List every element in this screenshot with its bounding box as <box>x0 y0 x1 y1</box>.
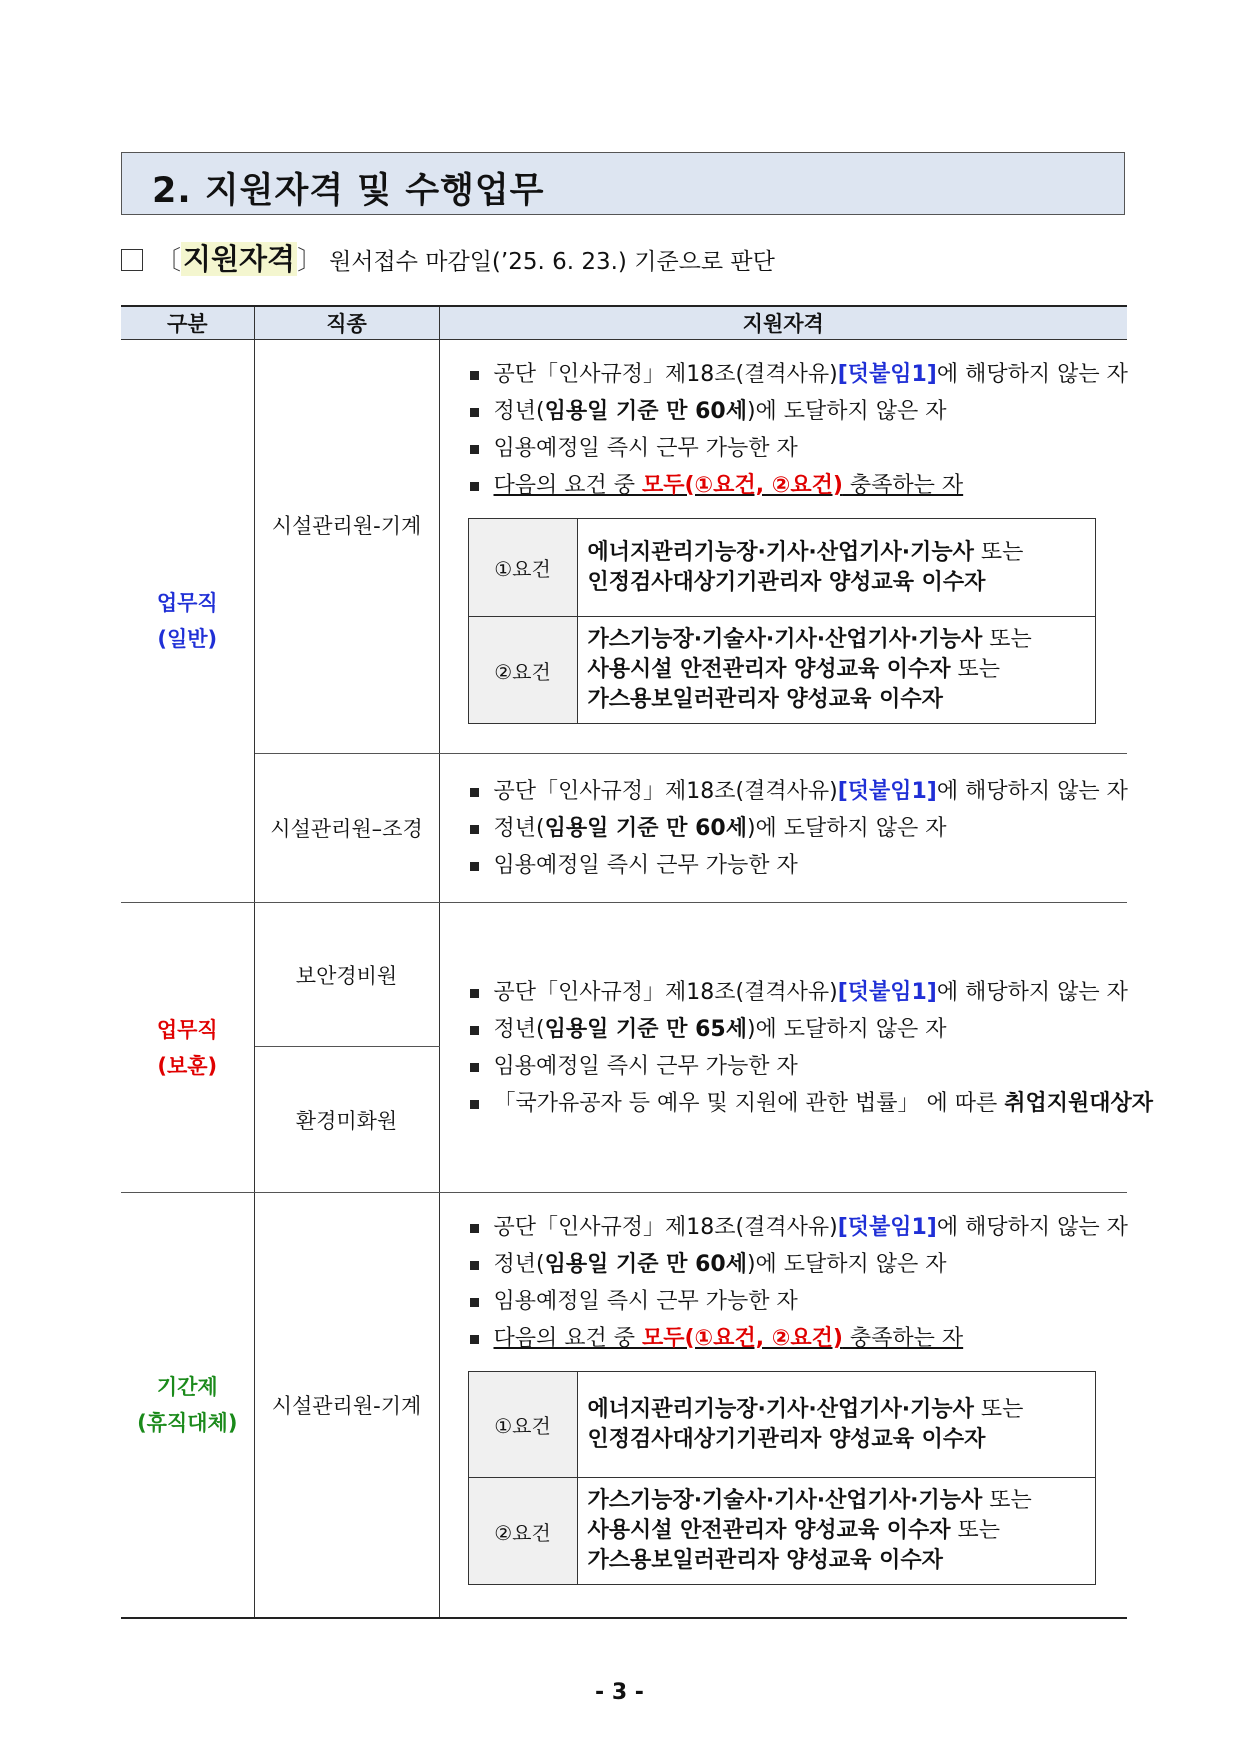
qualification-cell <box>439 1193 1127 1619</box>
list-item: 임용예정일 즉시 근무 가능한 자 <box>468 1283 1120 1320</box>
group-cell <box>121 903 254 1193</box>
bracket-close: 〕 <box>297 246 324 276</box>
group-name: 업무직 <box>156 591 218 615</box>
job-cell: 시설관리원-기계 <box>254 1193 439 1619</box>
job-name: 시설관리원-기계 <box>271 514 422 538</box>
list-item: 정년(임용일 기준 만 60세)에 도달하지 않은 자 <box>468 393 1120 430</box>
qualification-table <box>121 305 1153 1619</box>
group-sub: (휴직대체) <box>137 1411 238 1435</box>
checkbox-square-icon <box>121 249 143 271</box>
page-number: - 3 - <box>595 1680 644 1705</box>
list-item: 공단「인사규정」제18조(결격사유)[덧붙임1]에 해당하지 않는 자 <box>468 974 1120 1011</box>
requirement-text: 가스기능장·기술사·기사·산업기사·기능사 또는 사용시설 안전관리자 양성교육 이수자 또는 가스용보일러관리자 양성교육 이수자 <box>577 1478 1095 1585</box>
list-item: 임용예정일 즉시 근무 가능한 자 <box>468 430 1120 467</box>
group-name: 업무직 <box>156 1017 218 1042</box>
list-item: 정년(임용일 기준 만 60세)에 도달하지 않은 자 <box>468 1246 1120 1283</box>
list-item: 공단「인사규정」제18조(결격사유)[덧붙임1]에 해당하지 않는 자 <box>468 1209 1120 1246</box>
job-cell: 시설관리원–조경 <box>254 754 439 903</box>
job-cell: 보안경비원 <box>254 903 439 1047</box>
criteria-list <box>468 356 1128 504</box>
qualification-cell <box>439 903 1153 1193</box>
subheading <box>121 237 775 281</box>
qualification-cell <box>439 340 1127 754</box>
group-sub: (보훈) <box>157 1053 218 1078</box>
list-item: 공단「인사규정」제18조(결격사유)[덧붙임1]에 해당하지 않는 자 <box>468 773 1120 810</box>
criteria-list <box>468 773 1128 884</box>
table-row <box>121 903 1127 1047</box>
subheading-description: 원서접수 마감일(’25. 6. 23.) 기준으로 판단 <box>329 249 775 275</box>
requirement-text: 가스기능장·기술사·기사·산업기사·기능사 또는 사용시설 안전관리자 양성교육 이수자 또는 가스용보일러관리자 양성교육 이수자 <box>577 617 1095 724</box>
header-qualification: 지원자격 <box>439 306 1127 340</box>
qualification-cell <box>439 754 1127 903</box>
list-item: 정년(임용일 기준 만 60세)에 도달하지 않은 자 <box>468 810 1120 847</box>
criteria-list <box>468 974 1153 1122</box>
requirement-text: 에너지관리기능장·기사·산업기사·기능사 또는 인정검사대상기기관리자 양성교육 이수자 <box>577 519 1095 617</box>
bracket-open: 〔 <box>155 246 182 276</box>
subheading-label: 지원자격 <box>183 242 296 276</box>
list-item: 정년(임용일 기준 만 65세)에 도달하지 않은 자 <box>468 1011 1120 1048</box>
header-category: 구분 <box>121 306 254 340</box>
table-header-row <box>121 306 1127 340</box>
criteria-list <box>468 1209 1128 1357</box>
requirement-label: ②요건 <box>468 617 577 724</box>
group-cell <box>121 340 254 903</box>
list-item: 임용예정일 즉시 근무 가능한 자 <box>468 847 1120 884</box>
job-cell: 환경미화원 <box>254 1047 439 1193</box>
list-item: 공단「인사규정」제18조(결격사유)[덧붙임1]에 해당하지 않는 자 <box>468 356 1120 393</box>
requirement-label: ①요건 <box>468 519 577 617</box>
section-title-box <box>121 152 1125 215</box>
requirement-label: ②요건 <box>468 1478 577 1585</box>
requirement-text: 에너지관리기능장·기사·산업기사·기능사 또는 인정검사대상기기관리자 양성교육 이수자 <box>577 1372 1095 1478</box>
job-cell <box>254 340 439 754</box>
table-row <box>121 1193 1127 1619</box>
header-job: 직종 <box>254 306 439 340</box>
table-row <box>121 340 1127 754</box>
requirement-table <box>468 1371 1096 1585</box>
list-item: 임용예정일 즉시 근무 가능한 자 <box>468 1048 1120 1085</box>
section-title: 2. 지원자격 및 수행업무 <box>152 171 545 211</box>
group-name: 기간제 <box>156 1375 218 1399</box>
requirement-table <box>468 518 1096 724</box>
list-item: 다음의 요건 중 모두(①요건, ②요건) 충족하는 자 <box>468 467 1120 504</box>
table-row <box>121 754 1127 903</box>
list-item: 다음의 요건 중 모두(①요건, ②요건) 충족하는 자 <box>468 1320 1120 1357</box>
requirement-label: ①요건 <box>468 1372 577 1478</box>
group-cell <box>121 1193 254 1619</box>
group-sub: (일반) <box>157 627 218 651</box>
list-item: 「국가유공자 등 예우 및 지원에 관한 법률」 에 따른 취업지원대상자 <box>468 1085 1120 1122</box>
